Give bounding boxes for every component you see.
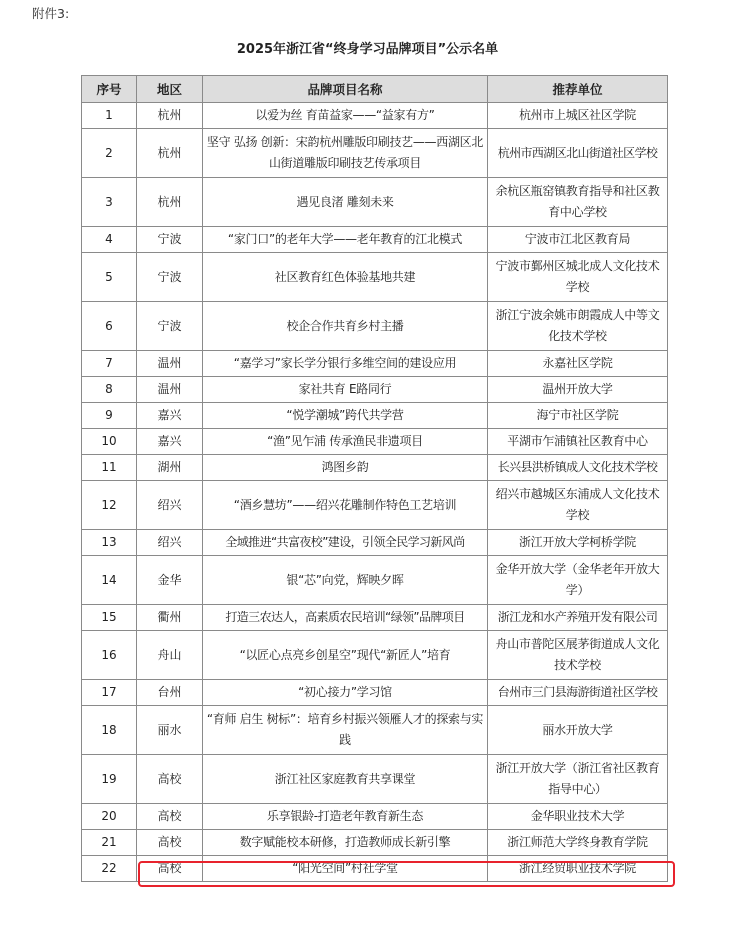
cell-unit: 永嘉社区学院	[488, 351, 668, 377]
cell-project: “育师 启生 树标”：培育乡村振兴领雁人才的探索与实践	[203, 706, 488, 755]
cell-unit: 浙江开放大学（浙江省社区教育指导中心）	[488, 755, 668, 804]
cell-no: 7	[82, 351, 137, 377]
cell-no: 5	[82, 253, 137, 302]
cell-unit: 浙江龙和水产养殖开发有限公司	[488, 605, 668, 631]
cell-unit: 浙江开放大学柯桥学院	[488, 530, 668, 556]
cell-region: 高校	[137, 755, 203, 804]
table-row	[82, 178, 668, 227]
table-row	[82, 481, 668, 530]
cell-unit: 舟山市普陀区展茅街道成人文化技术学校	[488, 631, 668, 680]
cell-region: 台州	[137, 680, 203, 706]
cell-project: 坚守 弘扬 创新：宋韵杭州雕版印刷技艺——西湖区北山街道雕版印刷技艺传承项目	[203, 129, 488, 178]
cell-region: 绍兴	[137, 481, 203, 530]
cell-project: “以匠心点亮乡创星空”现代“新匠人”培育	[203, 631, 488, 680]
cell-unit: 浙江经贸职业技术学院	[488, 856, 668, 882]
cell-project: “悦学潮城”跨代共学营	[203, 403, 488, 429]
cell-region: 宁波	[137, 253, 203, 302]
cell-no: 12	[82, 481, 137, 530]
cell-unit: 绍兴市越城区东浦成人文化技术学校	[488, 481, 668, 530]
cell-unit: 台州市三门县海游街道社区学校	[488, 680, 668, 706]
cell-region: 高校	[137, 804, 203, 830]
cell-project: 校企合作共育乡村主播	[203, 302, 488, 351]
table-row	[82, 755, 668, 804]
cell-project: 鸿图乡韵	[203, 455, 488, 481]
cell-project: 银“芯”向党，辉映夕晖	[203, 556, 488, 605]
cell-no: 14	[82, 556, 137, 605]
cell-region: 杭州	[137, 178, 203, 227]
table-row	[82, 403, 668, 429]
table-row	[82, 429, 668, 455]
cell-project: 社区教育红色体验基地共建	[203, 253, 488, 302]
cell-no: 10	[82, 429, 137, 455]
table-row	[82, 605, 668, 631]
cell-region: 温州	[137, 351, 203, 377]
cell-unit: 长兴县洪桥镇成人文化技术学校	[488, 455, 668, 481]
cell-no: 4	[82, 227, 137, 253]
cell-region: 杭州	[137, 103, 203, 129]
table-row	[82, 530, 668, 556]
cell-no: 11	[82, 455, 137, 481]
cell-no: 19	[82, 755, 137, 804]
cell-no: 8	[82, 377, 137, 403]
table-row	[82, 804, 668, 830]
cell-region: 衢州	[137, 605, 203, 631]
cell-unit: 金华职业技术大学	[488, 804, 668, 830]
cell-region: 丽水	[137, 706, 203, 755]
cell-no: 15	[82, 605, 137, 631]
cell-region: 金华	[137, 556, 203, 605]
cell-project: 家社共育 E路同行	[203, 377, 488, 403]
table-row	[82, 253, 668, 302]
table-row-highlighted	[82, 830, 668, 856]
cell-region: 高校	[137, 856, 203, 882]
header-region: 地区	[137, 76, 203, 103]
cell-no: 20	[82, 804, 137, 830]
table-row	[82, 706, 668, 755]
cell-project: 遇见良渚 雕刻未来	[203, 178, 488, 227]
cell-no: 13	[82, 530, 137, 556]
cell-region: 杭州	[137, 129, 203, 178]
cell-no: 3	[82, 178, 137, 227]
cell-project: “酒乡慧坊”——绍兴花雕制作特色工艺培训	[203, 481, 488, 530]
cell-project: “嘉学习”家长学分银行多维空间的建设应用	[203, 351, 488, 377]
cell-project: “渔”见乍浦 传承渔民非遗项目	[203, 429, 488, 455]
table-row	[82, 302, 668, 351]
cell-no: 16	[82, 631, 137, 680]
header-no: 序号	[82, 76, 137, 103]
header-project: 品牌项目名称	[203, 76, 488, 103]
cell-no: 1	[82, 103, 137, 129]
cell-region: 湖州	[137, 455, 203, 481]
cell-region: 高校	[137, 830, 203, 856]
cell-no: 21	[82, 830, 137, 856]
cell-project: “阳光空间”村社学堂	[203, 856, 488, 882]
table-row	[82, 103, 668, 129]
cell-project: 打造三农达人，高素质农民培训“绿领”品牌项目	[203, 605, 488, 631]
cell-region: 宁波	[137, 227, 203, 253]
cell-unit: 平湖市乍浦镇社区教育中心	[488, 429, 668, 455]
cell-no: 18	[82, 706, 137, 755]
cell-no: 17	[82, 680, 137, 706]
table-row	[82, 856, 668, 882]
cell-unit: 杭州市上城区社区学院	[488, 103, 668, 129]
cell-unit: 浙江师范大学终身教育学院	[488, 830, 668, 856]
cell-unit: 温州开放大学	[488, 377, 668, 403]
header-unit: 推荐单位	[488, 76, 668, 103]
cell-no: 22	[82, 856, 137, 882]
table-row	[82, 129, 668, 178]
cell-region: 绍兴	[137, 530, 203, 556]
cell-project: “家门口”的老年大学——老年教育的江北模式	[203, 227, 488, 253]
cell-project: 乐享银龄-打造老年教育新生态	[203, 804, 488, 830]
document-title: 2025年浙江省“终身学习品牌项目”公示名单	[236, 42, 499, 57]
cell-no: 2	[82, 129, 137, 178]
table-row	[82, 631, 668, 680]
cell-project: 浙江社区家庭教育共享课堂	[203, 755, 488, 804]
table-row	[82, 556, 668, 605]
cell-region: 嘉兴	[137, 403, 203, 429]
cell-unit: 宁波市鄞州区城北成人文化技术学校	[488, 253, 668, 302]
attachment-label: 附件3:	[32, 6, 70, 21]
table-row	[82, 227, 668, 253]
cell-region: 舟山	[137, 631, 203, 680]
table-row	[82, 351, 668, 377]
cell-project: 以爱为丝 育苗益家——“益家有方”	[203, 103, 488, 129]
cell-no: 6	[82, 302, 137, 351]
cell-project: 全域推进“共富夜校”建设，引领全民学习新风尚	[203, 530, 488, 556]
cell-region: 嘉兴	[137, 429, 203, 455]
cell-project: 数字赋能校本研修，打造教师成长新引擎	[203, 830, 488, 856]
list-table	[81, 75, 668, 882]
cell-project: “初心接力”学习馆	[203, 680, 488, 706]
cell-no: 9	[82, 403, 137, 429]
header-row	[82, 76, 668, 103]
cell-region: 宁波	[137, 302, 203, 351]
cell-region: 温州	[137, 377, 203, 403]
cell-unit: 金华开放大学（金华老年开放大学）	[488, 556, 668, 605]
cell-unit: 浙江宁波余姚市朗霞成人中等文化技术学校	[488, 302, 668, 351]
cell-unit: 海宁市社区学院	[488, 403, 668, 429]
table-row	[82, 680, 668, 706]
cell-unit: 丽水开放大学	[488, 706, 668, 755]
table-row	[82, 455, 668, 481]
table-row	[82, 377, 668, 403]
cell-unit: 余杭区瓶窑镇教育指导和社区教育中心学校	[488, 178, 668, 227]
cell-unit: 杭州市西湖区北山街道社区学校	[488, 129, 668, 178]
cell-unit: 宁波市江北区教育局	[488, 227, 668, 253]
